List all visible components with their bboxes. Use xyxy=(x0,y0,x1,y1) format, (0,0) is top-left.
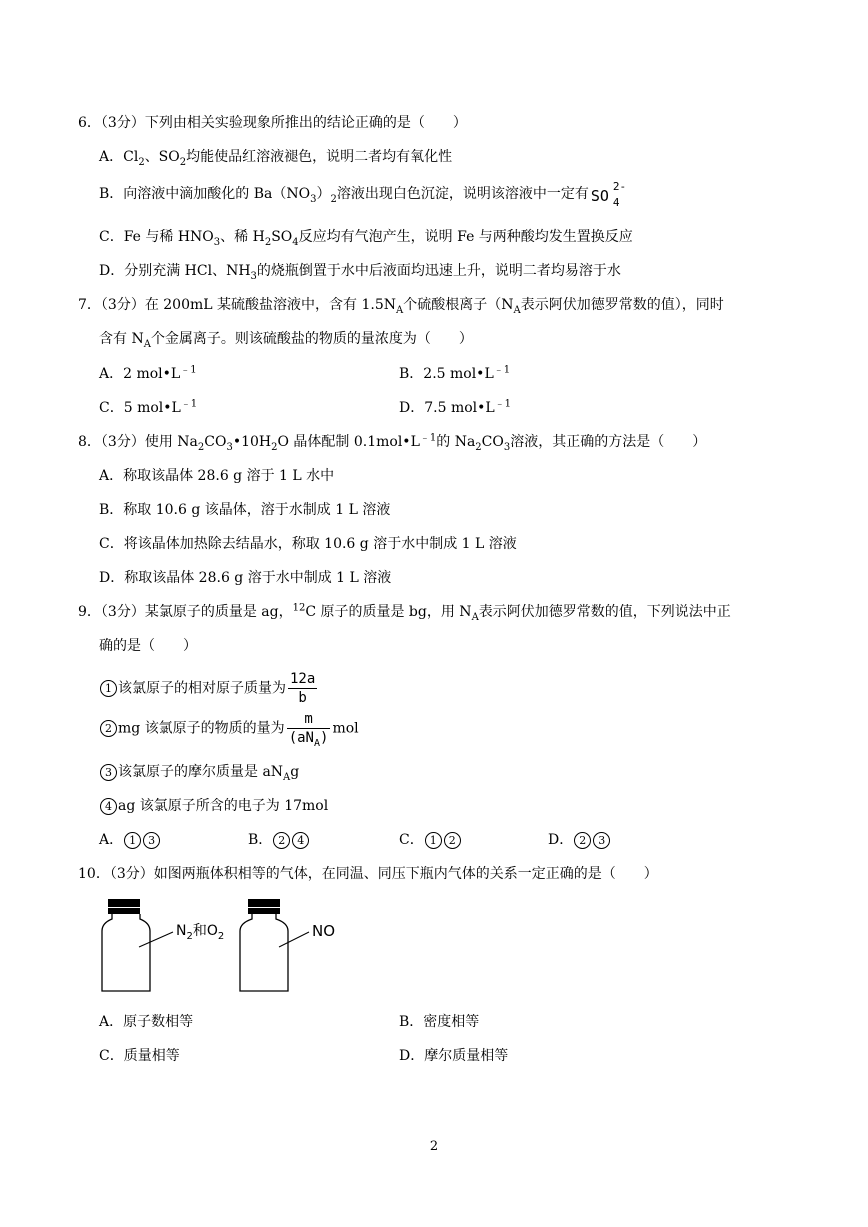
circled-number: 2 xyxy=(273,832,290,849)
text: 、稀 H xyxy=(220,229,265,245)
q9-stem-line1 xyxy=(78,602,731,622)
q10-option-d: D．摩尔质量相等 xyxy=(399,1048,509,1064)
sub: 3 xyxy=(503,441,511,453)
text: C．5 mol•L xyxy=(99,400,181,416)
text: 均能使品红溶液褪色，说明二者均有氧化性 xyxy=(186,149,453,165)
ion-base: SO xyxy=(590,187,609,205)
text: g xyxy=(290,764,300,780)
sub: 3 xyxy=(250,270,257,282)
text: A．Cl xyxy=(99,149,139,165)
gas-bottles-figure xyxy=(95,895,355,995)
q8-option-b: B．称取 10.6 g 该晶体，溶于水制成 1 L 溶液 xyxy=(99,502,391,518)
text: (aN xyxy=(288,730,314,746)
bottle-2-cap-bottom xyxy=(248,908,280,914)
bottle-2-cap-top xyxy=(248,899,280,907)
bottle-2 xyxy=(240,899,309,991)
sub: A xyxy=(471,611,479,623)
q7-option-d xyxy=(399,398,511,418)
text: 7．（3分）在 200mL 某硫酸盐溶液中，含有 1.5N xyxy=(78,297,396,313)
q9-choice-a xyxy=(99,830,161,850)
sub: 2 xyxy=(179,156,187,168)
text: A．2 mol•L xyxy=(99,366,181,382)
text: •10H xyxy=(232,434,272,450)
sub: A xyxy=(283,771,291,783)
text: D．分别充满 HCl、NH xyxy=(99,263,251,279)
text: 的烧瓶倒置于水中后液面均迅速上升，说明二者均易溶于水 xyxy=(256,263,621,279)
bottle-1-pointer xyxy=(139,932,173,947)
text: N xyxy=(176,923,187,939)
bottle-1-body xyxy=(102,914,150,991)
q9-choice-d xyxy=(548,830,611,850)
sup: ﹣1 xyxy=(180,398,198,410)
q10-option-c: C．质量相等 xyxy=(99,1048,180,1064)
sub: 4 xyxy=(292,236,299,248)
bottle-2-label: NO xyxy=(312,922,336,940)
sub: 2 xyxy=(475,441,482,453)
circled-number: 2 xyxy=(444,832,461,849)
text: 9．（3分）某氯原子的质量是 ag， xyxy=(78,604,293,620)
circled-number: 4 xyxy=(100,798,117,815)
sub: 2 xyxy=(264,236,272,248)
q8-option-a: A．称取该晶体 28.6 g 溶于 1 L 水中 xyxy=(99,468,335,484)
text: SO xyxy=(271,229,293,245)
text: 8．（3分）使用 Na xyxy=(78,434,198,450)
q7-stem-line1 xyxy=(78,295,724,315)
page-number: 2 xyxy=(429,1139,439,1154)
text: 的 Na xyxy=(436,434,476,450)
numerator: 12a xyxy=(290,671,316,687)
text: 溶液出现白色沉淀，说明该溶液中一定有 xyxy=(336,186,589,202)
q6-option-c xyxy=(99,227,633,247)
bottle-2-body xyxy=(240,914,288,991)
text: 该氯原子的摩尔质量是 aN xyxy=(118,764,284,780)
bottle-2-pointer xyxy=(279,932,309,947)
text: 反应均有气泡产生，说明 Fe 与两种酸均发生置换反应 xyxy=(298,229,633,245)
sub: 3 xyxy=(310,193,317,205)
sub: 2 xyxy=(186,930,193,942)
q7-option-b xyxy=(399,364,510,384)
q9-statement-4 xyxy=(99,796,328,816)
circled-number: 1 xyxy=(124,832,141,849)
q9-statement-2 xyxy=(99,710,359,747)
q6-option-a xyxy=(99,147,452,167)
text: D． xyxy=(548,832,574,848)
sub: A xyxy=(395,304,404,316)
sub: 2 xyxy=(197,441,205,453)
circled-number: 4 xyxy=(292,832,309,849)
q10-option-a: A．原子数相等 xyxy=(99,1014,194,1030)
text: 表示阿伏加德罗常数的值），同时 xyxy=(520,297,724,313)
sup: ﹣1 xyxy=(494,398,512,410)
text: B． xyxy=(248,832,273,848)
sup: ﹣1 xyxy=(180,364,197,376)
circled-number: 3 xyxy=(100,764,117,781)
text: B．向溶液中滴加酸化的 Ba（NO xyxy=(99,186,311,202)
text: CO xyxy=(204,434,227,450)
circled-number: 2 xyxy=(100,720,117,737)
sub: A xyxy=(313,737,321,749)
ion-charge: 2- xyxy=(612,180,627,193)
sub: 3 xyxy=(226,441,233,453)
text: ag 该氯原子所含的电子为 17mol xyxy=(118,798,329,814)
sub: A xyxy=(513,304,521,316)
sup: ﹣1 xyxy=(419,432,437,444)
text: ) xyxy=(320,730,329,746)
q6-option-d xyxy=(99,261,621,281)
text: CO xyxy=(481,434,504,450)
q9-choice-b xyxy=(248,830,310,850)
bottle-1 xyxy=(102,899,173,991)
q6-option-b xyxy=(99,180,631,209)
q9-stem-line2: 确的是（ ） xyxy=(99,638,197,654)
text: O 晶体配制 0.1mol•L xyxy=(277,434,420,450)
q7-option-c xyxy=(99,398,197,418)
sub: 2 xyxy=(271,441,278,453)
q8-option-d: D．称取该晶体 28.6 g 溶于水中制成 1 L 溶液 xyxy=(99,570,392,586)
q7-stem-line2 xyxy=(99,329,473,349)
text: mol xyxy=(332,720,359,737)
text: 个金属离子。则该硫酸盐的物质的量浓度为（ ） xyxy=(150,331,473,347)
text: 个硫酸根离子（N xyxy=(403,297,514,313)
text: mg 该氯原子的物质的量为 xyxy=(118,720,285,737)
q10-option-b: B．密度相等 xyxy=(399,1014,480,1030)
numerator: m xyxy=(287,710,331,729)
text: 该氯原子的相对原子质量为 xyxy=(118,680,286,697)
text: B．2.5 mol•L xyxy=(399,366,494,382)
text: D．7.5 mol•L xyxy=(399,400,495,416)
sub: 2 xyxy=(138,156,145,168)
text: 溶液，其正确的方法是（ ） xyxy=(510,434,707,450)
sulfate-ion xyxy=(590,180,631,209)
sub: 2 xyxy=(217,930,225,942)
q8-option-c: C．将该晶体加热除去结晶水，称取 10.6 g 溶于水中制成 1 L 溶液 xyxy=(99,536,517,552)
q6-stem: 6．（3分）下列由相关实验现象所推出的结论正确的是（ ） xyxy=(78,115,467,131)
fraction xyxy=(287,710,331,747)
sub: A xyxy=(143,338,151,350)
text: 表示阿伏加德罗常数的值，下列说法中正 xyxy=(478,604,731,620)
bottle-1-cap-top xyxy=(108,899,140,907)
denominator: b xyxy=(298,690,307,706)
text: C．Fe 与稀 HNO xyxy=(99,229,214,245)
denominator xyxy=(287,729,331,747)
sub: 3 xyxy=(213,236,221,248)
text: 和O xyxy=(192,923,218,939)
text: A． xyxy=(99,832,124,848)
sup: 12 xyxy=(292,602,306,614)
circled-number: 1 xyxy=(100,680,117,697)
sub: 2 xyxy=(330,193,337,205)
q8-stem xyxy=(78,432,706,452)
bottle-1-label xyxy=(176,921,224,941)
q7-option-a xyxy=(99,364,197,384)
q9-statement-1 xyxy=(99,670,319,707)
fraction xyxy=(288,670,317,707)
text: C． xyxy=(399,832,424,848)
text: 、SO xyxy=(144,149,180,165)
sup: ﹣1 xyxy=(493,364,511,376)
circled-number: 1 xyxy=(425,832,442,849)
text: ） xyxy=(316,186,331,202)
circled-number: 3 xyxy=(593,832,610,849)
circled-number: 3 xyxy=(143,832,160,849)
q9-statement-3 xyxy=(99,762,299,782)
circled-number: 2 xyxy=(574,832,591,849)
q9-choice-c xyxy=(399,830,462,850)
text: C 原子的质量是 bg，用 N xyxy=(305,604,472,620)
text: 含有 N xyxy=(99,331,144,347)
ion-sub: 4 xyxy=(612,196,620,209)
q10-stem: 10．（3分）如图两瓶体积相等的气体，在同温、同压下瓶内气体的关系一定正确的是（ ） xyxy=(78,866,658,882)
bottle-1-cap-bottom xyxy=(108,908,140,914)
